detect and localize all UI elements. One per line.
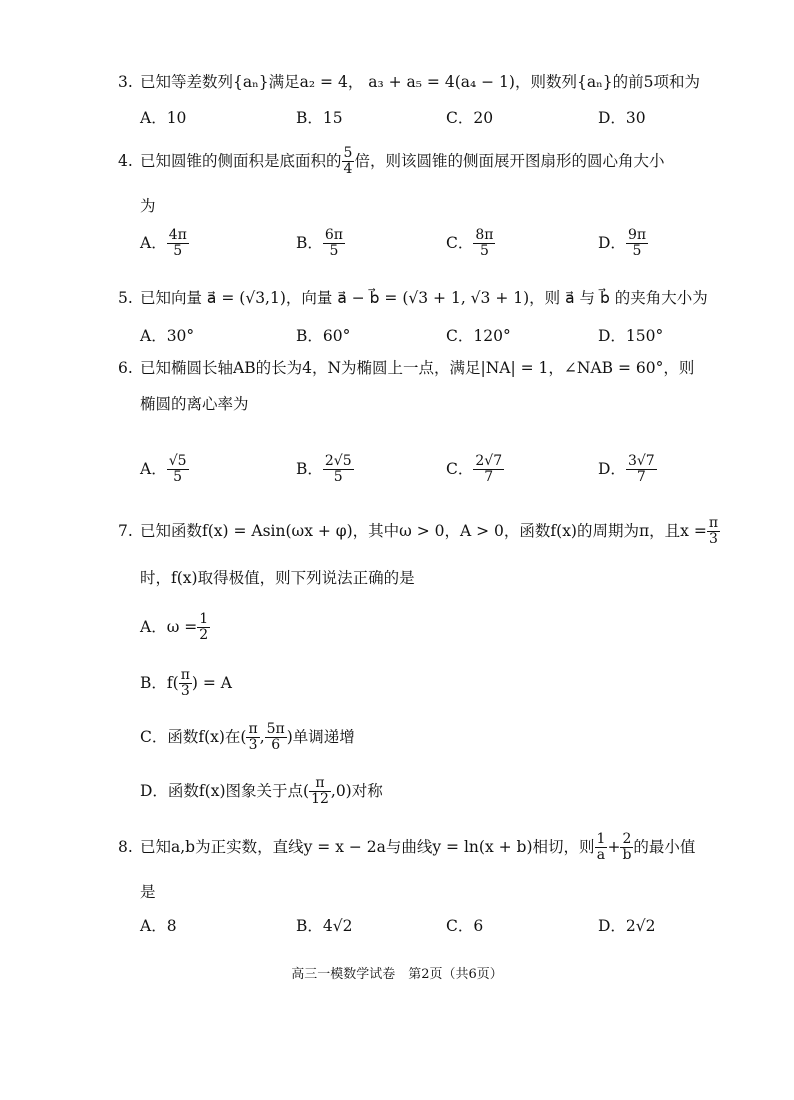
q8-frac2-den: b [622,847,632,864]
q7-stem [118,516,720,548]
q4-stem-b: 倍，则该圆锥的侧面展开图扇形的圆心角大小 [354,151,665,170]
q3-option-d: D．30 [598,109,646,127]
q7-stem-frac-den: 3 [708,531,718,548]
q7-stem-text: 已知函数f(x) = Asin(ωx + φ)，其中ω > 0，A > 0，函数f(x)的周期为π，且x = [140,521,707,540]
q7-c-num1: π [248,721,258,737]
q4-a-den: 5 [173,243,183,260]
q8-number: 8. [118,837,133,856]
q4-option-c-label: C． [446,233,474,252]
q7-d-pre: D．函数f(x)图象关于点( [140,781,310,800]
q8-stem-a: 已知a,b为正实数，直线y = x − 2a与曲线y = ln(x + b)相切，则 [140,837,595,856]
q7-a-den: 2 [199,627,209,644]
q8-option-a: A．8 [140,917,177,935]
q7-b-post: ) = A [191,673,232,692]
q6-d-den: 7 [636,469,646,486]
q7-c-den1: 3 [248,737,258,754]
q4-d-den: 5 [632,243,642,260]
q4-option-d-label: D． [598,233,626,252]
q6-option-b-label: B． [296,459,323,478]
q7-d-post: ,0)对称 [330,781,383,800]
q5-stem [118,286,708,308]
q6-stem-line2: 椭圆的离心率为 [140,395,249,413]
q6-number: 6. [118,359,133,377]
q6-option-a [140,454,189,486]
q4-frac-den: 4 [343,161,353,178]
q4-c-num: 8π [475,227,494,243]
q4-c-den: 5 [479,243,489,260]
q4-number: 4. [118,151,133,170]
q8-fraction-2 [620,832,633,864]
q5-option-b: B．60° [296,327,351,345]
q6-option-d-fraction [626,454,657,486]
q6-option-d [598,454,657,486]
q7-c-den2: 6 [271,737,281,754]
q6-stem [118,356,694,378]
q7-option-a [140,612,210,644]
q8-stem-b: 的最小值 [633,837,696,856]
q8-frac1-num: 1 [596,831,606,847]
q7-c-post: )单调递增 [286,727,355,746]
q4-option-c [446,228,495,260]
q7-c-num2: 5π [266,721,285,737]
q7-c-fraction-2 [265,722,287,754]
q4-stem-a: 已知圆锥的侧面积是底面积的 [140,151,342,170]
q5-number: 5. [118,289,133,307]
q8-frac1-den: a [596,847,606,864]
q3-stem-text: 已知等差数列{aₙ}满足a₂ = 4， a₃ + a₅ = 4(a₄ − 1)，则数列{aₙ}的前5项和为 [140,73,700,91]
q4-option-a-fraction [167,228,189,260]
q4-option-b-label: B． [296,233,323,252]
q3-option-c: C．20 [446,109,494,127]
q7-option-b [140,668,232,700]
q7-a-text: A．ω = [140,617,198,636]
q7-a-fraction [197,612,210,644]
q6-c-den: 7 [484,469,494,486]
q6-option-c-label: C． [446,459,474,478]
q6-b-num: 2√5 [324,453,352,469]
q3-option-a: A．10 [140,109,187,127]
q3-number: 3. [118,73,133,91]
q4-option-b [296,228,345,260]
q8-fraction-1 [595,832,608,864]
q7-d-num: π [309,776,331,792]
q8-stem-line2: 是 [140,883,156,901]
page-footer: 高三一模数学试卷 第2页（共6页） [291,967,503,982]
q4-option-c-fraction [473,228,495,260]
q4-d-num: 9π [627,227,647,243]
q4-option-a-label: A． [140,233,167,252]
q6-d-num: 3√7 [627,453,655,469]
q7-stem-fraction [707,516,720,548]
q6-option-b [296,454,354,486]
q5-stem-text: 已知向量 a⃗ = (√3,1)，向量 a⃗ − b⃗ = (√3 + 1, √3 + 1)，则 a⃗ 与 b⃗ 的夹角大小为 [140,289,708,307]
q5-option-a: A．30° [140,327,195,345]
q7-c-mid: , [259,727,265,746]
q4-option-a [140,228,189,260]
q6-option-c [446,454,504,486]
q7-c-fraction-1 [246,722,259,754]
q7-b-num: π [180,667,190,683]
q7-option-d [140,776,383,808]
q8-option-b: B．4√2 [296,917,353,935]
q8-option-d: D．2√2 [598,917,656,935]
q6-option-a-label: A． [140,459,167,478]
q3-stem [118,70,700,92]
q7-option-c [140,722,355,754]
q4-option-d-fraction [626,228,648,260]
q7-number: 7. [118,521,133,540]
q6-c-num: 2√7 [475,453,503,469]
q6-option-c-fraction [473,454,504,486]
q8-plus: + [607,837,621,856]
q7-b-pre: B．f( [140,673,179,692]
q7-b-den: 3 [180,683,190,700]
q3-option-b: B．15 [296,109,343,127]
q6-option-b-fraction [323,454,354,486]
q6-option-d-label: D． [598,459,626,478]
q8-frac2-num: 2 [620,832,633,848]
q7-a-num: 1 [199,611,209,627]
q8-option-c: C．6 [446,917,484,935]
q6-a-num: √5 [168,453,187,469]
q4-a-num: 4π [168,227,187,243]
q7-c-pre: C．函数f(x)在( [140,727,247,746]
q8-stem [118,832,695,864]
q5-option-d: D．150° [598,327,664,345]
q4-stem [118,146,664,178]
q4-b-den: 5 [329,243,339,260]
q7-d-den: 12 [311,791,329,808]
q4-b-num: 6π [324,227,343,243]
q7-b-fraction [179,668,192,700]
q7-stem-line2: 时，f(x)取得极值，则下列说法正确的是 [140,569,415,587]
q7-d-fraction [309,776,331,808]
q6-stem-text: 已知椭圆长轴AB的长为4，N为椭圆上一点，满足|NA| = 1，∠NAB = 60°，则 [140,359,695,377]
q4-stem-fraction [342,146,355,178]
q4-option-b-fraction [323,228,345,260]
q4-option-d [598,228,648,260]
q4-stem-c: 为 [140,197,156,215]
q6-option-a-fraction [167,454,189,486]
q6-b-den: 5 [333,469,343,486]
q5-option-c: C．120° [446,327,511,345]
q4-frac-num: 5 [343,145,353,161]
q6-a-den: 5 [173,469,183,486]
q7-stem-frac-num: π [708,515,719,531]
